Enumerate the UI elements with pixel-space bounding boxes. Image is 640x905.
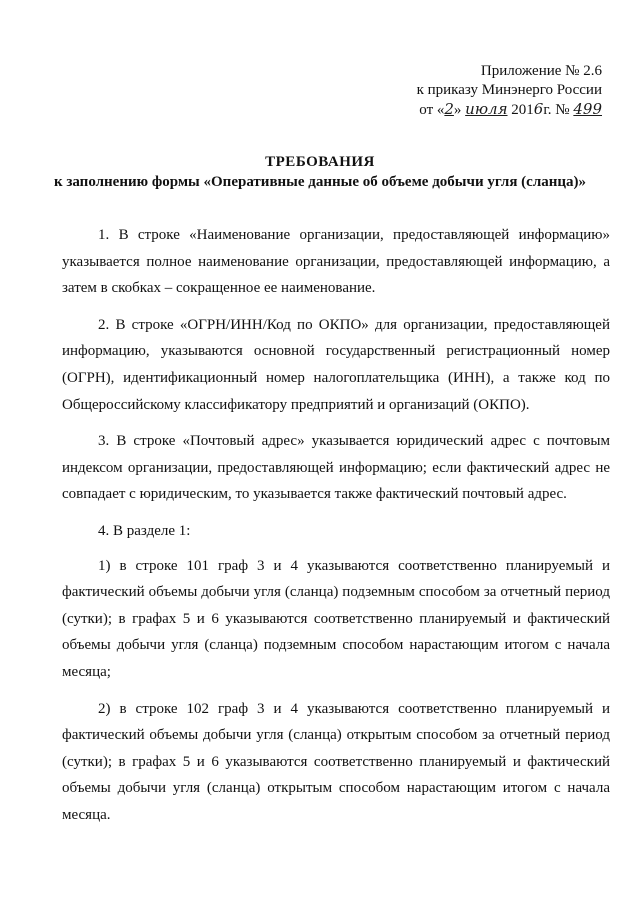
paragraph-4-item-2: 2) в строке 102 граф 3 и 4 указываются соответственно планируемый и фактический объемы добычи угля (сланца) открытым способом за отчетный период (сутки); в графах 5 и 6 указываются соответственно планируемый и фактический объемы добычи угля (сланца) открытым способом нарастающим итогом с начала месяца. (62, 700, 610, 823)
appendix-title: Приложение № 2.6 (480, 63, 602, 79)
date-mid2: 201 (507, 102, 534, 118)
document-body (62, 222, 610, 838)
paragraph-3: 3. В строке «Почтовый адрес» указывается юридический адрес с почтовым индексом организации, предоставляющей информацию; если фактический адрес не совпадает с юридическим, то указывается также фактический почтовый адрес. (62, 433, 610, 503)
date-mid1: » (453, 102, 466, 118)
appendix-order-ref: к приказу Минэнерго России (416, 82, 602, 98)
handwritten-year-digit: 6 (533, 100, 544, 118)
date-prefix: от « (419, 102, 445, 118)
handwritten-order-number: 499 (573, 100, 602, 118)
handwritten-day: 2 (444, 100, 454, 118)
appendix-block (417, 62, 602, 120)
handwritten-month: июля (465, 100, 508, 118)
date-mid3: г. № (543, 102, 574, 118)
paragraph-4: 4. В разделе 1: (98, 522, 191, 539)
heading-subtitle: к заполнению формы «Оперативные данные об объеме добычи угля (сланца)» (53, 174, 587, 190)
document-heading (40, 152, 600, 192)
paragraph-2: 2. В строке «ОГРН/ИНН/Код по ОКПО» для организации, предоставляющей информацию, указываются основной государственный регистрационный номер (ОГРН), идентификационный номер налогоплательщика (ИНН), а также код по Общероссийскому классификатору предприятий и организаций (ОКПО). (62, 316, 610, 413)
appendix-date-line (417, 100, 602, 120)
heading-title: ТРЕБОВАНИЯ (265, 154, 375, 170)
paragraph-1: 1. В строке «Наименование организации, предоставляющей информацию» указывается полное наименование организации, предоставляющей информацию, а затем в скобках – сокращенное ее наименование. (62, 227, 610, 297)
paragraph-4-item-1: 1) в строке 101 граф 3 и 4 указываются соответственно планируемый и фактический объемы добычи угля (сланца) подземным способом за отчетный период (сутки); в графах 5 и 6 указываются соответственно планируемый и фактический объемы добычи угля (сланца) подземным способом нарастающим итогом с начала месяца; (62, 557, 610, 680)
